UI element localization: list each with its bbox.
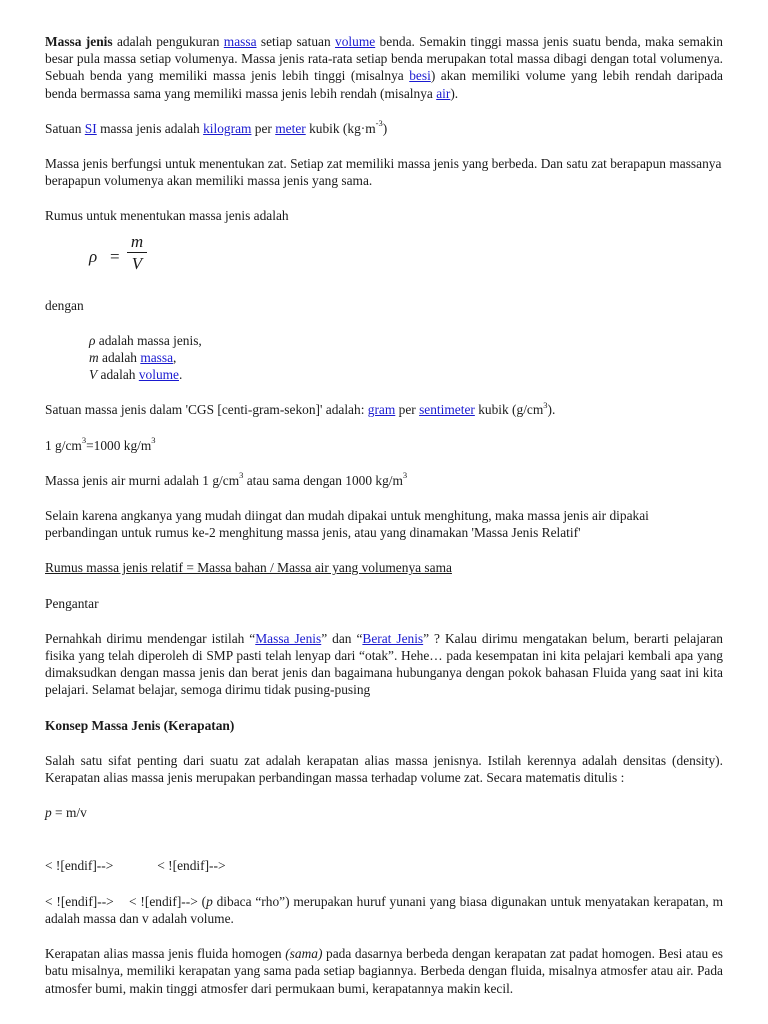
link-sentimeter[interactable]: sentimeter [419,402,475,418]
link-meter[interactable]: meter [275,120,306,136]
paragraph-si-unit: Satuan SI massa jenis adalah kilogram per meter kubik $(kg\cdot m^{-3})$ [45,118,388,136]
formula-denominator: V [131,253,143,273]
link-kilogram[interactable]: kilogram [203,120,252,136]
paragraph-cgs-unit: Satuan massa jenis dalam 'CGS [centi-gram-sekon]' adalah: gram per sentimeter kubik $(g/cm^3)$. [45,399,556,418]
definition-m: m adalah massa, [89,350,177,366]
paragraph-rho-explain: < ![endif]--> < ![endif]--> (p dibaca “rho”) merupakan huruf yunani yang biasa digunakan untuk menyatakan kerapatan, m adalah massa dan v adalah volume. [45,893,724,926]
link-gram[interactable]: gram [367,402,396,418]
paragraph-relative-density: Selain karena angkanya yang mudah diingat dan mudah dipakai untuk menghitung, maka massa jenis air dipakai perbandingan untuk rumus ke-2 menghitung massa jenis, atau yang dinamakan 'Massa Jenis Relatif' [45,508,649,541]
link-volume[interactable]: volume [335,34,376,49]
link-massa-def[interactable]: massa [140,350,174,366]
paragraph-conversion: 1 $g/cm^3=1000$ $kg/m^3$ [45,435,156,453]
paragraph-formula-intro: Rumus untuk menentukan massa jenis adalah [45,208,289,224]
definition-list [89,332,723,384]
paragraph-dengan: dengan [45,297,84,313]
formula-fraction [126,232,148,274]
paragraph-definition: Massa jenis adalah pengukuran massa setiap satuan volume benda. Semakin tinggi massa jenis suatu benda, maka semakin besar pula massa setiap volumenya. Massa jenis rata-rata setiap benda merupakan total massa dibagi dengan total volumenya. Sebuah benda yang memiliki massa jenis lebih tinggi (misalnya besi) akan memiliki volume yang lebih rendah daripada benda bermassa sama yang memiliki massa jenis lebih rendah (misalnya air). [45,34,723,101]
link-berat-jenis[interactable]: Berat Jenis [362,630,424,646]
heading-konsep: Konsep Massa Jenis (Kerapatan) [45,717,235,733]
formula-numerator: m [130,231,144,251]
paragraph-konsep: Salah satu sifat penting dari suatu zat adalah kerapatan alias massa jenisnya. Istilah kerennya adalah densitas (density). Kerapatan alias massa jenis merupakan perbandingan massa terhadap volume zat. Secara matematis ditulis : [45,752,723,786]
document-page [45,33,723,997]
paragraph-water-density: Massa jenis air murni adalah 1 $g/cm^3$ atau sama dengan 1000 $kg/m^3$ [45,470,408,488]
link-si[interactable]: SI [84,120,97,136]
link-volume-def[interactable]: volume [138,367,179,383]
formula-equals: = [110,246,120,266]
paragraph-function: Massa jenis berfungsi untuk menentukan zat. Setiap zat memiliki massa jenis yang berbeda. Dan satu zat berapapun massanya berapapun volumenya akan memiliki massa jenis yang sama. [45,156,722,189]
paragraph-relative-formula: Rumus massa jenis relatif = Massa bahan / Massa air yang volumenya sama [45,560,452,576]
paragraph-homogen: Kerapatan alias massa jenis fluida homogen (sama) pada dasarnya berbeda dengan kerapatan zat padat homogen. Besi atau es batu misalnya, memiliki kerapatan yang sama pada setiap bagiannya. Berbeda dengan fluida, misalnya atmosfer atau air. Pada atmosfer bumi, makin tinggi atmosfer dari permukaan bumi, kerapatannya makin kecil. [45,946,723,996]
paragraph-intro: Pernahkah dirimu mendengar istilah “Massa Jenis” dan “Berat Jenis” ? Kalau dirimu mengatakan belum, berarti pelajaran fisika yang telah diperoleh di SMP pasti telah lenyap dari “otak”. Hehe… pada kesempatan ini kita pelajari kembali apa yang dimaksudkan dengan massa jenis dan berat jenis dan bagaimana hubunganya dengan pokok bahasan Fluida yang saat ini kita pelajari. Selamat belajar, semoga dirimu tidak pusing-pusing [45,630,723,698]
definition-rho: ρ adalah massa jenis, [89,332,202,348]
formula-rho: ρ [89,246,98,266]
link-air[interactable]: air [436,85,451,101]
link-massa[interactable]: massa [223,34,257,49]
definition-v: V adalah volume. [89,367,183,383]
paragraph-pengantar: Pengantar [45,595,99,611]
link-massa-jenis[interactable]: Massa Jenis [255,630,322,646]
link-besi[interactable]: besi [409,68,431,84]
paragraph-formula-text: p = m/v [45,805,87,821]
paragraph-endif-1: < ![endif]--> < ![endif]--> [45,858,226,874]
term-massa-jenis: Massa jenis [45,34,113,49]
density-formula [89,231,723,283]
